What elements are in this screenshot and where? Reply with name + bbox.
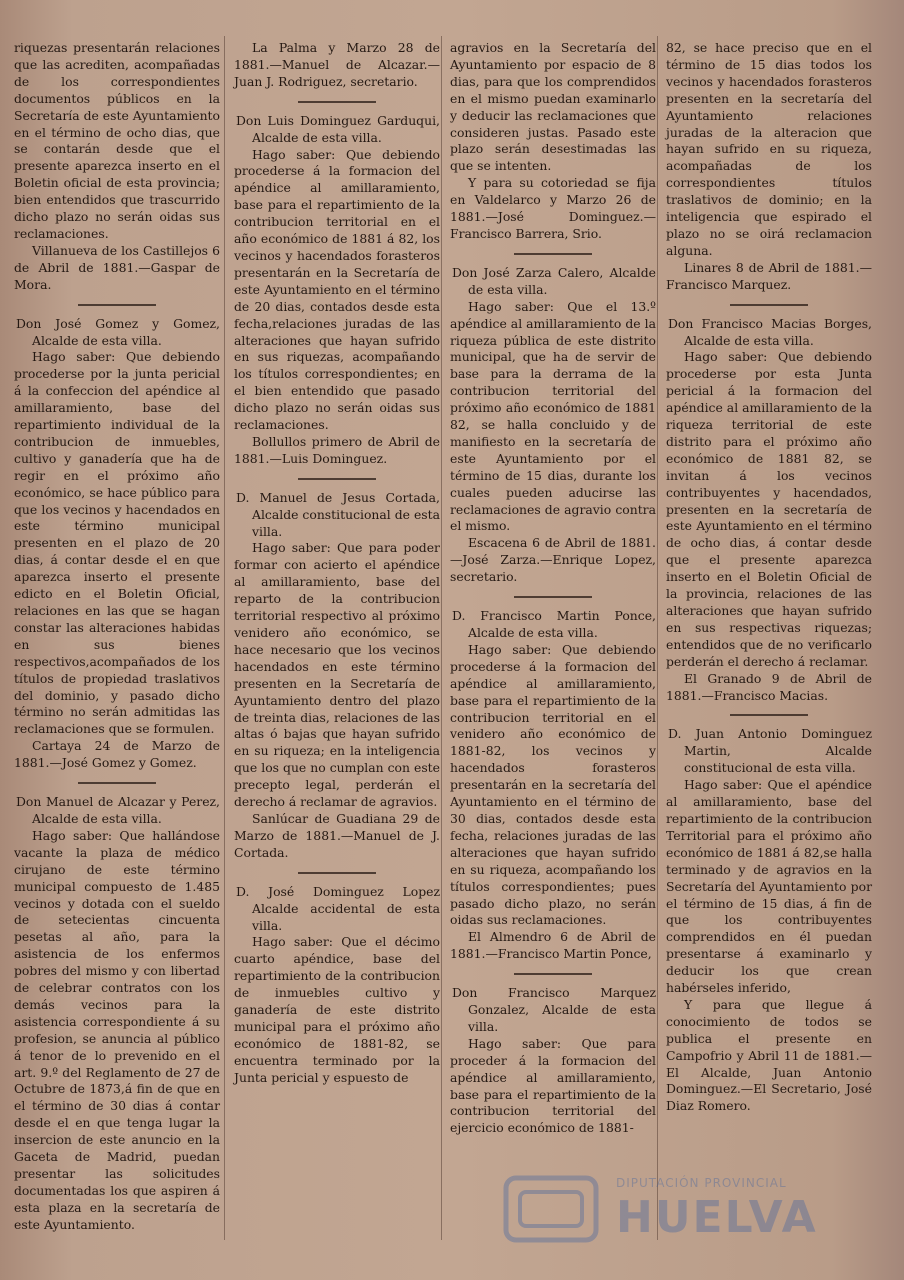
column-4 (666, 40, 872, 1115)
notice-signature: El Granado 9 de Abril de 1881.—Francisco Macias. (666, 670, 872, 703)
separator-rule (514, 973, 592, 975)
notice-text: Hago saber: Que debiendo procederse por la junta pericial á la confeccion del apéndice al amillaramiento, base del repartimiento individual de la contribucion de inmuebles, cultivo y ganadería que ha de regir en el próximo año económico, se hace público para que los vecinos y hacendados en este término municipal presenten en el plazo de 20 dias, á contar desde el en que aparezca inserto el presente edicto en el Boletin Oficial, relaciones en las que se hagan constar las alteraciones habidas en sus bienes respectivos,acompañados de los títulos de propiedad traslativos del dominio, y pasado dicho término no serán admitidas las reclamaciones que se formulen. (14, 349, 220, 737)
separator-rule (298, 872, 376, 874)
notice-heading: Don José Zarza Calero, Alcalde de esta villa. (452, 264, 656, 297)
column-2 (234, 40, 440, 1087)
notice-text: riquezas presentarán relaciones que las acrediten, acompañadas de los correspondientes documentos públicos en la Secretaría de este Ayuntamiento en el término de ocho dias, que se contarán desde que el presente aparezca inserto en el Boletin oficial de esta provincia; bien entendidos que trascurrido dicho plazo no serán oidas sus reclamaciones. (14, 40, 220, 241)
notice-heading: D. Juan Antonio Dominguez Martin, Alcalde constitucional de esta villa. (668, 726, 872, 776)
notice-text: Hago saber: Que debiendo procederse á la formacion del apéndice al amillaramiento, base para el repartimiento de la contribucion territorial en el venidero año económico de 1881-82, los vecinos y hacendados forasteros presentarán en la secretaría del Ayuntamiento en el término de 30 dias, contados desde esta fecha, relaciones juradas de las alteraciones que hayan sufrido en su riqueza, acompañando los títulos correspondientes; pues pasado dicho plazo, no serán oidas sus reclamaciones. (450, 641, 656, 928)
notice-text: Hago saber: Que debiendo procederse á la formacion del apéndice al amillaramiento, base para el repartimiento de la contribucion territorial en el año económico de 1881 á 82, los vecinos y hacendados forasteros presentarán en la Secretaría de este Ayuntamiento en el término de 20 dias, contados desde esta fecha,relaciones juradas de las alteraciones que hayan sufrido en sus riquezas, acompañando los títulos correspondientes; en el bien entendido que pasado dicho plazo no serán oidas sus reclamaciones. (234, 146, 440, 433)
separator-rule (514, 253, 592, 255)
column-1 (14, 40, 220, 1234)
separator-rule (298, 478, 376, 480)
watermark-logo (498, 1168, 818, 1258)
watermark-line-2: HUELVA (616, 1192, 818, 1243)
separator-rule (78, 782, 156, 784)
notice-heading: Don Manuel de Alcazar y Perez, Alcalde de esta villa. (16, 794, 220, 826)
column-divider (441, 36, 442, 1240)
notice-text: agravios en la Secretaría del Ayuntamiento por espacio de 8 dias, para que los comprendidos en el mismo puedan examinarlo y deducir las reclamaciones que consideren justas. Pasado este plazo serán desestimadas las que se intenten. (450, 40, 656, 174)
notice-heading: Don Luis Dominguez Garduqui, Alcalde de esta villa. (236, 112, 440, 145)
notice-heading: D. José Dominguez Lopez Alcalde accidental de esta villa. (236, 883, 440, 933)
separator-rule (298, 101, 376, 103)
notice-signature: Y para que llegue á conocimiento de todos se publica el presente en Campofrio y Abril 11 de 1881.—El Alcalde, Juan Antonio Dominguez.—El Secretario, José Diaz Romero. (666, 996, 872, 1114)
notice-heading: D. Manuel de Jesus Cortada, Alcalde constitucional de esta villa. (236, 489, 440, 539)
notice-heading: Don Francisco Marquez Gonzalez, Alcalde de esta villa. (452, 985, 656, 1034)
notice-signature: Linares 8 de Abril de 1881.—Francisco Marquez. (666, 259, 872, 292)
notice-text: 82, se hace preciso que en el término de 15 dias todos los vecinos y hacendados forasteros presenten en la secretaría del Ayuntamiento relaciones juradas de la alteracion que hayan sufrido en su riqueza, acompañadas de los correspondientes títulos traslativos de dominio; en la inteligencia que espirado el plazo no se oirá reclamacion alguna. (666, 40, 872, 258)
notice-heading: D. Francisco Martin Ponce, Alcalde de esta villa. (452, 608, 656, 640)
notice-text: Hago saber: Que el 13.º apéndice al amillaramiento de la riqueza pública de este distrito municipal, que ha de servir de base para la derrama de la contribucion territorial del próximo año económico de 1881 82, se halla concluido y de manifiesto en la secretaría de este Ayuntamiento por el término de 15 dias, durante los cuales pueden aducirse las reclamaciones de agravio contra el mismo. (450, 298, 656, 534)
notice-signature: Y para su cotoriedad se fija en Valdelarco y Marzo 26 de 1881.—José Dominguez.—Francisco Barrera, Srio. (450, 175, 656, 241)
notice-signature: Villanueva de los Castillejos 6 de Abril de 1881.—Gaspar de Mora. (14, 242, 220, 292)
notice-text: Hago saber: Que para proceder á la formacion del apéndice al amillaramiento, base para el repartimiento de la contribucion territorial del ejercicio económico de 1881- (450, 1035, 656, 1136)
notice-text: Hago saber: Que el apéndice al amillaramiento, base del repartimiento de la contribucion Territorial para el próximo año económico de 1881 á 82,se halla terminado y de agravios en la Secretaría del Ayuntamiento por el término de 15 dias, á fin de que los contribuyentes comprendidos en él puedan presentarse á examinarlo y deducir los que crean habérseles inferido, (666, 777, 872, 996)
column-divider (224, 36, 225, 1240)
notice-signature: El Almendro 6 de Abril de 1881.—Francisco Martin Ponce, (450, 929, 656, 962)
separator-rule (78, 304, 156, 306)
watermark-line-1: DIPUTACIÓN PROVINCIAL (616, 1176, 787, 1190)
separator-rule (514, 596, 592, 598)
notice-heading: Don José Gomez y Gomez, Alcalde de esta villa. (16, 315, 220, 348)
separator-rule (730, 714, 808, 716)
separator-rule (730, 304, 808, 306)
emblem-icon (498, 1168, 608, 1248)
notice-text: Hago saber: Que hallándose vacante la plaza de médico cirujano de este término municipal compuesto de 1.485 vecinos y dotada con el sueldo de setecientas cincuenta pesetas al año, para la asistencia de los enfermos pobres del mismo y con libertad de celebrar contratos con los demás vecinos para la asistencia correspondiente á su profesion, se anuncia al público á tenor de lo prevenido en el art. 9.º del Reglamento de 27 de Octubre de 1873,á fin de que en el término de 30 dias á contar desde el en que tenga lugar la insercion de este anuncio en la Gaceta de Madrid, puedan presentar las solicitudes documentadas los que aspiren á esta plaza en la secretaría de este Ayuntamiento. (14, 827, 220, 1232)
notice-heading: Don Francisco Macias Borges, Alcalde de esta villa. (668, 315, 872, 348)
notice-signature: Sanlúcar de Guadiana 29 de Marzo de 1881.—Manuel de J. Cortada. (234, 810, 440, 860)
notice-text: Hago saber: Que para poder formar con acierto el apéndice al amillaramiento, base del reparto de la contribucion territorial respectivo al próximo venidero año económico, se hace necesario que los vecinos hacendados en este término presenten en la Secretaría de Ayuntamiento dentro del plazo de treinta dias, relaciones de las altas ó bajas que hayan sufrido en su riqueza; en la inteligencia que los que no cumplan con este precepto legal, perderán el derecho á reclamar de agravios. (234, 540, 440, 810)
notice-signature: Bollullos primero de Abril de 1881.—Luis Dominguez. (234, 433, 440, 466)
notice-signature: Escacena 6 de Abril de 1881.—José Zarza.—Enrique Lopez, secretario. (450, 535, 656, 585)
notice-text: Hago saber: Que debiendo procederse por esta Junta pericial á la formacion del apéndice al amillaramiento de la riqueza territorial de este distrito para el próximo año económico de 1881 82, se invitan á los vecinos contribuyentes y hacendados, presenten en la secretaría de este Ayuntamiento en el término de ocho dias, á contar desde que el presente aparezca inserto en el Boletin Oficial de la provincia, relaciones de las alteraciones que hayan sufrido en sus respectivas riquezas; entendidos que de no verificarlo perderán el derecho á reclamar. (666, 349, 872, 669)
notice-text: Hago saber: Que el décimo cuarto apéndice, base del repartimiento de la contribucion de inmuebles cultivo y ganadería de este distrito municipal para el próximo año económico de 1881-82, se encuentra terminado por la Junta pericial y espuesto de (234, 934, 440, 1085)
notice-signature: Cartaya 24 de Marzo de 1881.—José Gomez y Gomez. (14, 738, 220, 771)
column-divider (657, 36, 658, 1240)
notice-signature: La Palma y Marzo 28 de 1881.—Manuel de Alcazar.—Juan J. Rodriguez, secretario. (234, 40, 440, 89)
column-3 (450, 40, 656, 1137)
